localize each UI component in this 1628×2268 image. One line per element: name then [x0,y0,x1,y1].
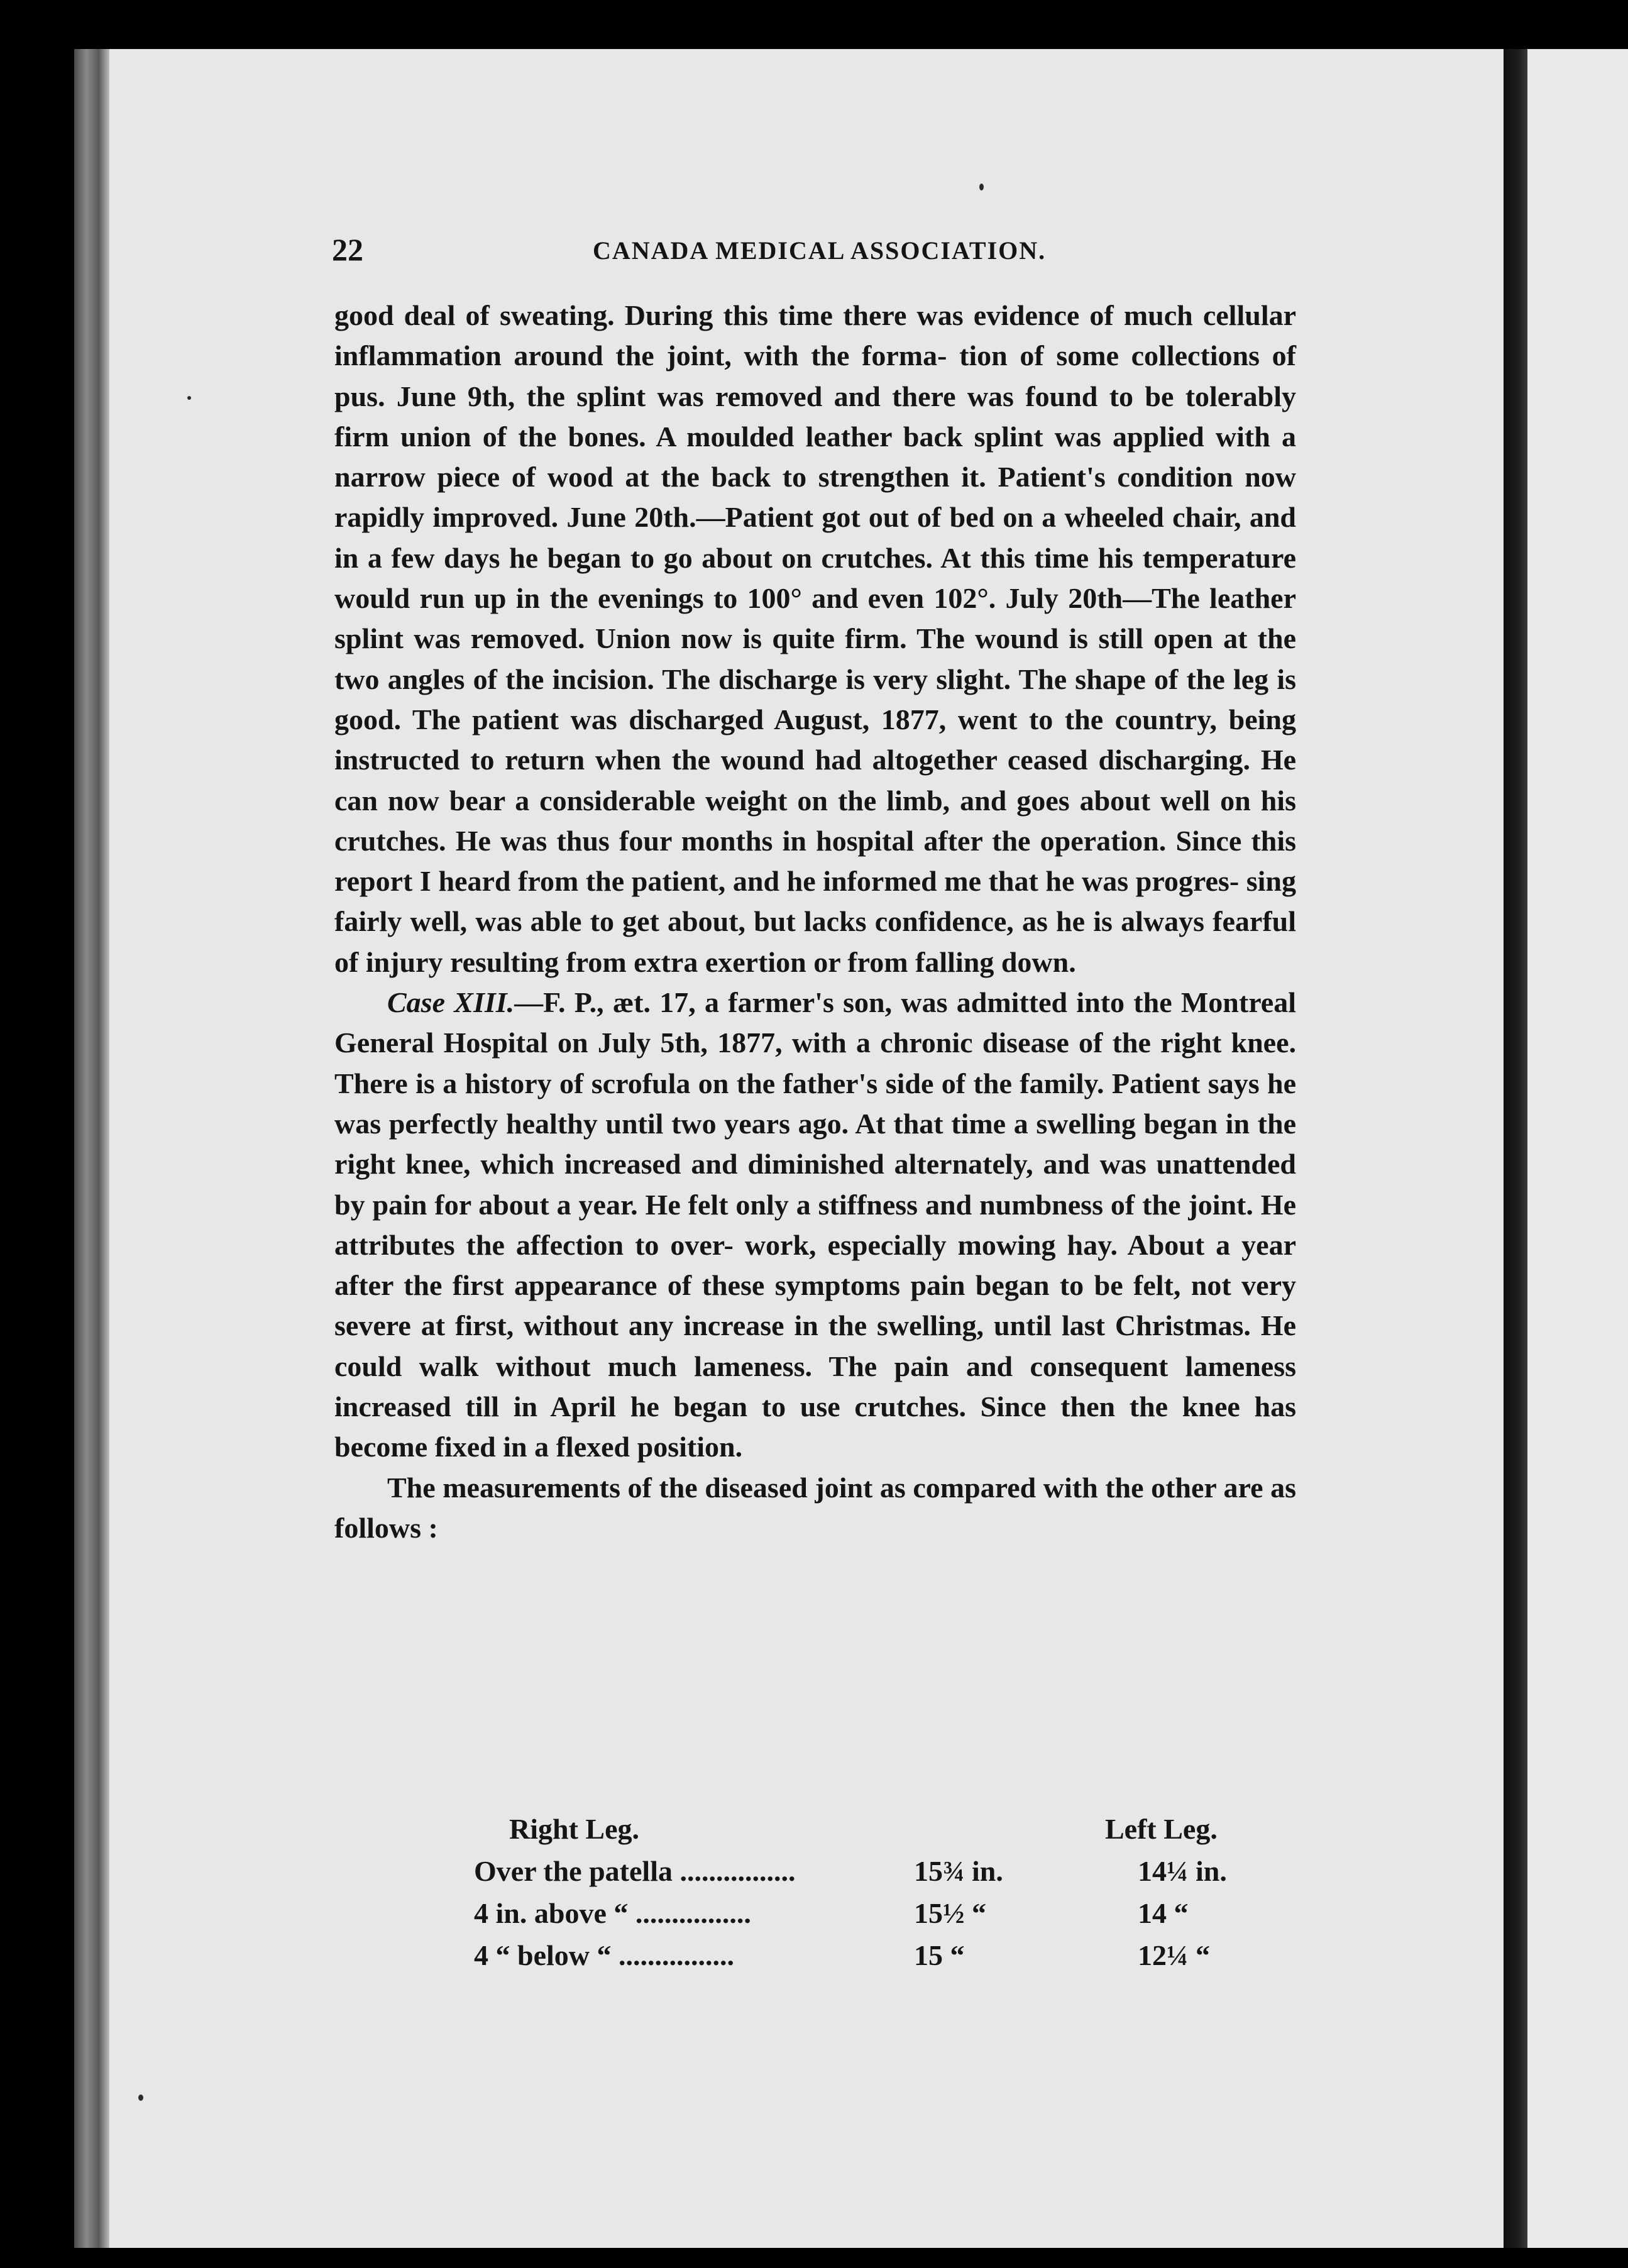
text-line: sing fairly well, was able to get about, but lacks confidence, as he [334,865,1297,938]
text-line: At this time his temperature would run up in the evenings to 100° [334,541,1296,615]
left-leg-value: 12¼ “ [1138,1939,1210,1971]
paragraph-measurements-intro [334,1468,1296,1549]
paper-speck [979,184,984,190]
paper-speck [138,2095,143,2101]
table-row [334,1850,1296,1892]
left-leg-value: 14 “ [1138,1897,1189,1929]
column-header-left-leg: Left Leg. [1105,1813,1218,1845]
paragraph-case-xiii [334,983,1296,1468]
text-line: falling down. [915,945,1076,978]
table-header-row [334,1808,1296,1850]
left-leg-value: 14¼ in. [1138,1855,1227,1887]
paragraph-continuation [334,295,1296,983]
text-line: on the limb, and goes about well on his crutches. He was thus [334,784,1296,857]
text-line: wheeled chair, and in a few days he began to go about on crutches. [334,501,1296,574]
text-line: appearance of these symptoms pain began to be felt, not very [514,1269,1296,1302]
measurement-site: 4 in. above “ ................ [474,1897,751,1929]
paper-speck [187,396,191,400]
text-line: wood at the back to strengthen it. Patient's condition now [547,461,1296,493]
text-line: right knee, which increased and diminished alternately, and was [334,1148,1147,1181]
text-line: much cellular inflammation around the joint, with the forma- [334,299,1297,372]
text-line: is always fearful of injury resulting from extra exertion or from [334,905,1297,978]
table-row [334,1892,1296,1934]
right-leg-value: 15¾ in. [914,1855,1003,1887]
text-line: and even 102°. July 20th—The leather splint was removed. Union [334,582,1296,655]
book-binding-shadow [1504,49,1527,2248]
text-line: other are as follows : [334,1471,1297,1544]
column-header-right-leg: Right Leg. [509,1813,639,1845]
measurement-table [334,1808,1296,1976]
text-line: The measurements of the diseased joint as compared with the [387,1471,1144,1504]
page-number: 22 [332,232,363,267]
measurement-site: 4 “ below “ ................ [474,1939,734,1971]
text-line: tion of some collections of pus. June 9th, the splint was removed [334,339,1296,412]
text-line: unattended by pain for about a year. He felt only a stiffness [334,1148,1297,1221]
text-line: incision. The discharge is very slight. The shape of the leg is [552,663,1297,695]
measurement-site: Over the patella ................ [474,1855,796,1887]
text-line: Montreal General Hospital on July 5th, 1877, with a chronic [334,986,1296,1059]
adjacent-page-edge [1527,49,1628,2248]
text-line: Christmas. He could walk without much lameness. The pain [334,1309,1297,1382]
right-leg-value: 15½ “ [914,1897,986,1929]
text-line: and there was found to be tolerably firm union of the bones. A [334,380,1296,453]
text-line: rapidly improved. June 20th.—Patient got out of bed on a [334,501,1057,534]
right-leg-value: 15 “ [914,1939,965,1971]
text-line: now is quite firm. The wound is still open at the two angles of the [334,622,1296,695]
text-line: —F. P., æt. 17, a farmer's son, was admitted into the [514,986,1172,1019]
table-row [334,1934,1296,1976]
text-line: good deal of sweating. During this time there was evidence of [334,299,1114,331]
running-head [332,228,1048,272]
text-line: father's side of the family. Patient says he was perfectly healthy [334,1067,1297,1140]
text-line: and consequent lameness increased till in April he began to use [334,1350,1297,1423]
page-left-edge [74,49,109,2248]
text-line: work, especially mowing hay. About a year after the first [334,1228,1297,1302]
text-line: ceased discharging. He can now bear a considerable weight [334,744,1297,817]
text-line: until two years ago. At that time a swelling began in the [605,1107,1296,1140]
text-line: severe at first, without any increase in the swelling, until last [334,1309,1105,1342]
text-line: four months in hospital after the operation. Since this report I [334,824,1297,898]
text-line: moulded leather back splint was applied with a narrow piece of [334,420,1296,493]
text-line: and numbness of the joint. He attributes the affection to over- [334,1188,1296,1261]
text-line: crutches. Since then the knee has become fixed in a flexed position. [334,1390,1296,1463]
text-line: heard from the patient, and he informed me that he was progres- [438,865,1240,898]
case-label: Case XIII. [387,986,515,1019]
body-text [334,295,1296,1548]
text-line: good. The patient was discharged August, 1877, went to the [334,703,1104,735]
text-line: disease of the right knee. There is a history of scrofula on the [334,1027,1296,1099]
text-line: country, being instructed to return when the wound had altogether [334,703,1296,776]
journal-title: CANADA MEDICAL ASSOCIATION. [593,236,1047,265]
